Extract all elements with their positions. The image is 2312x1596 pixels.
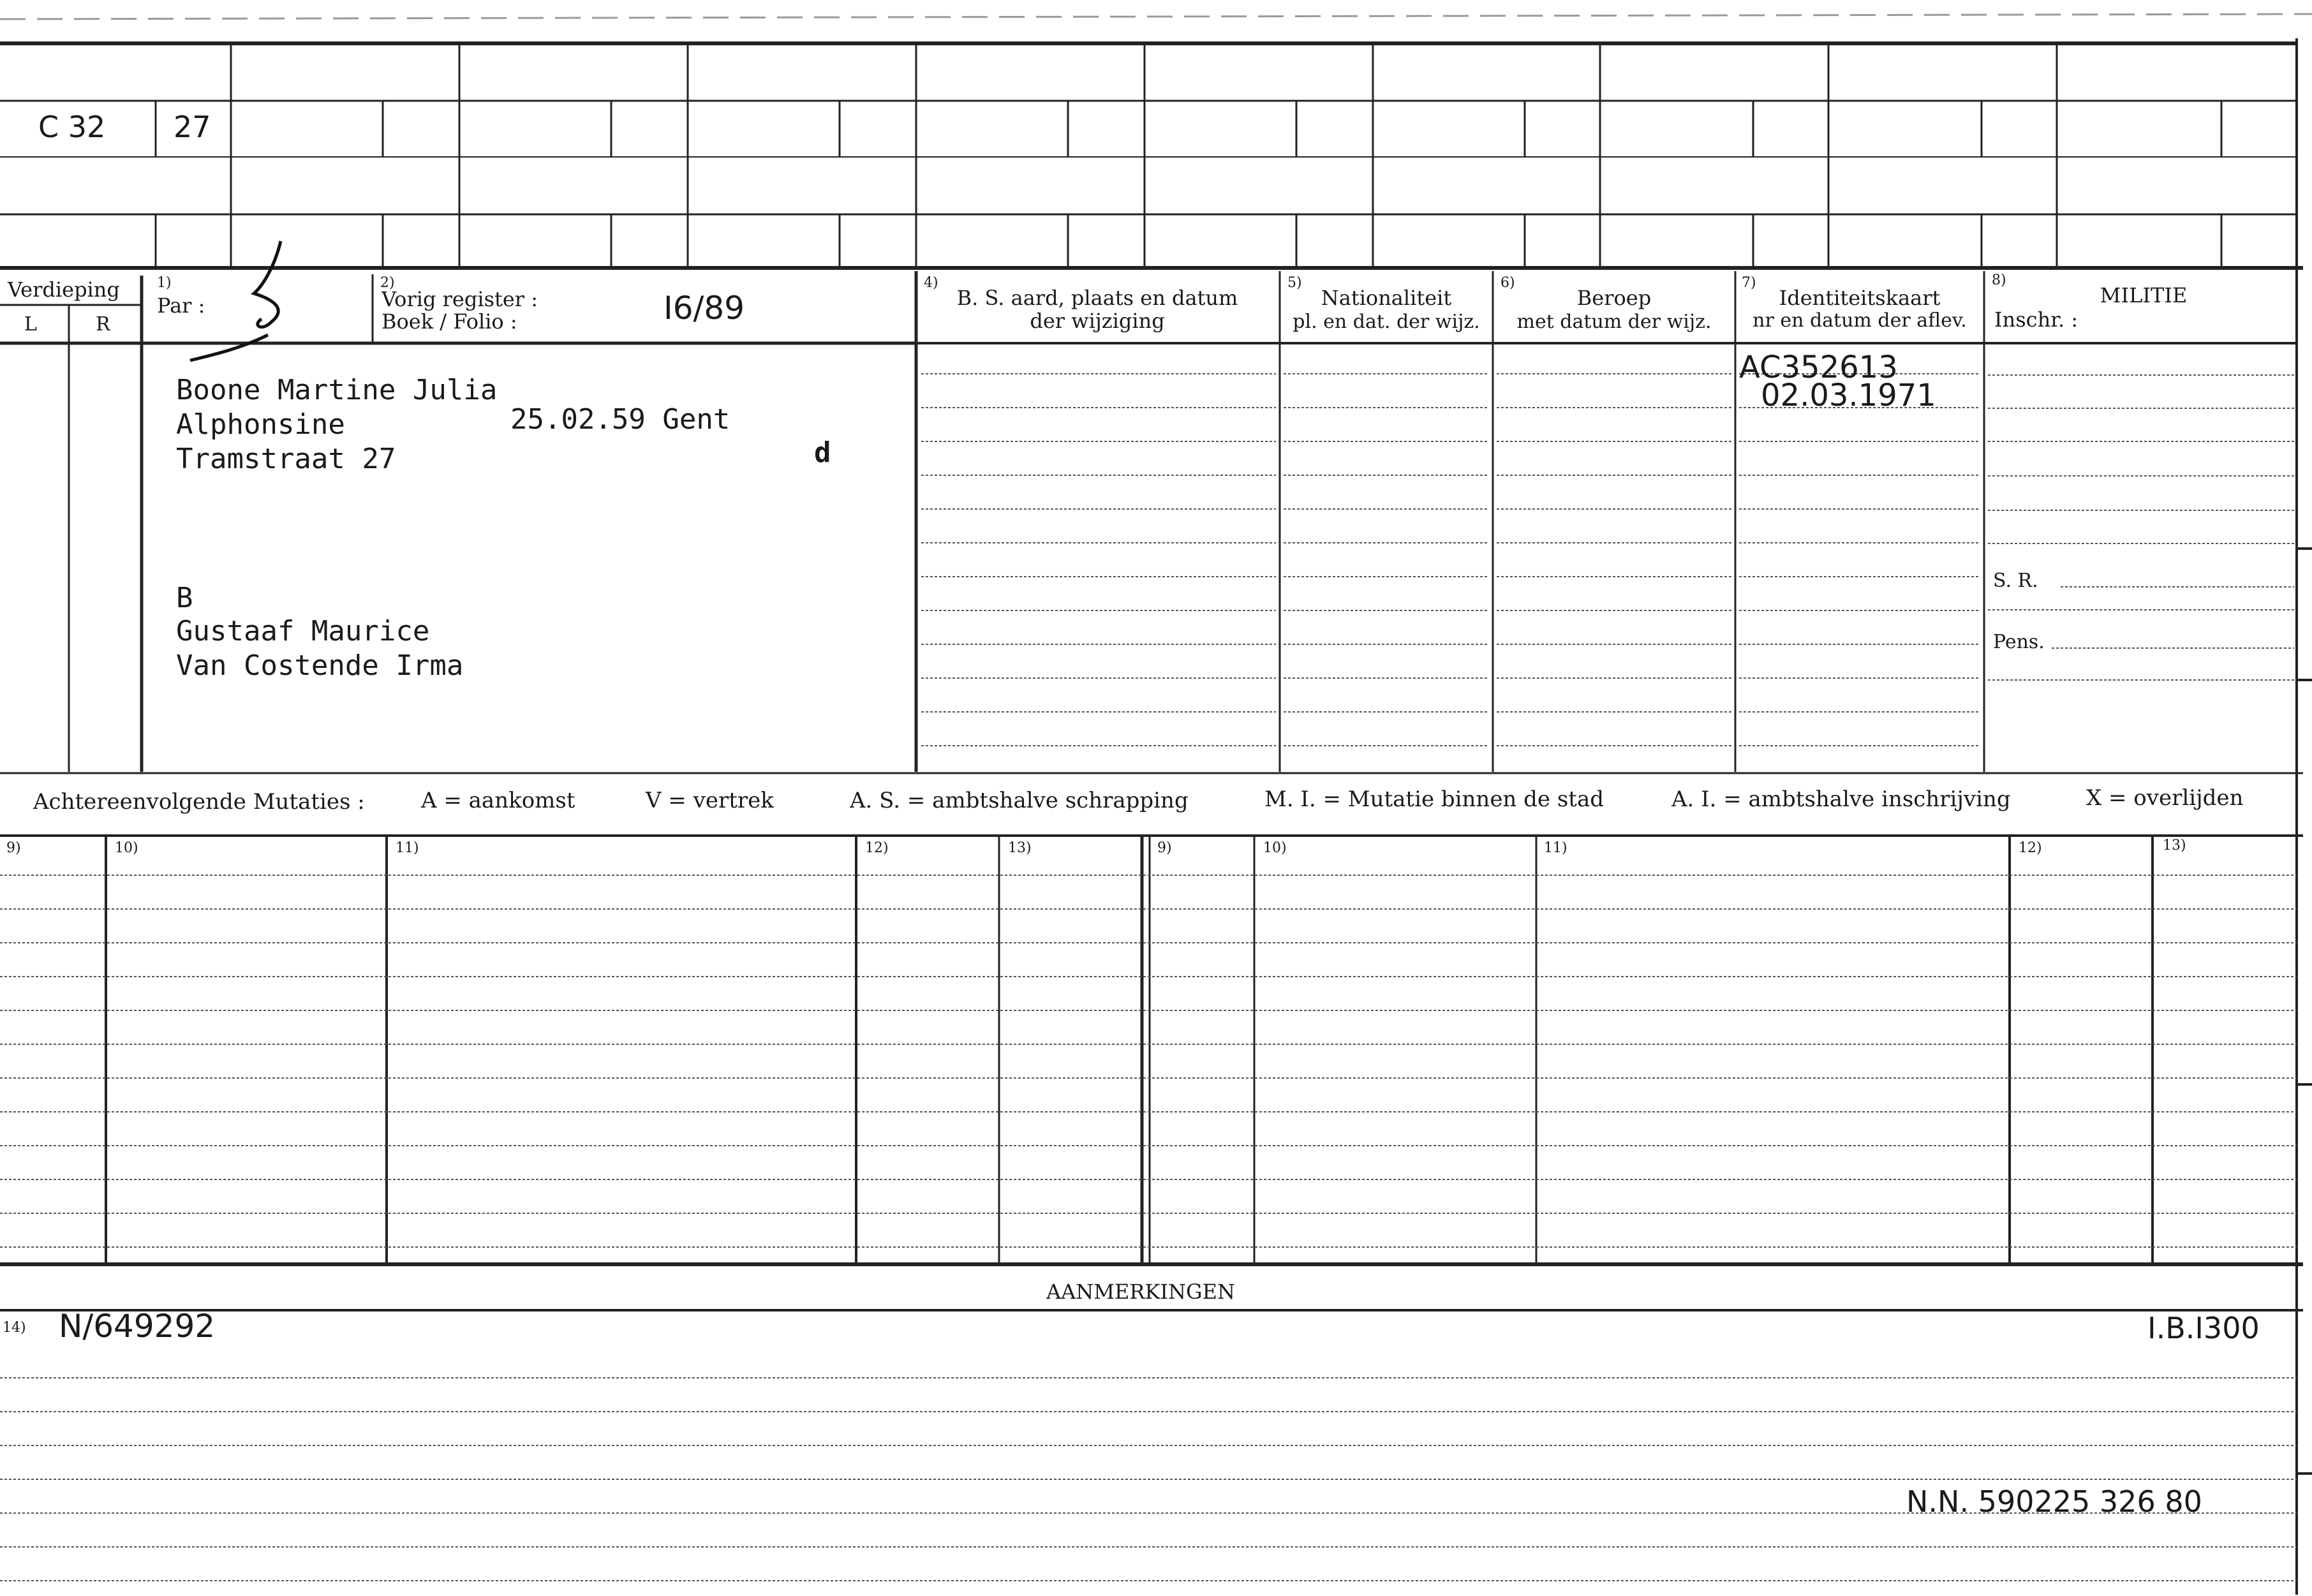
mut-right-col9: 9) xyxy=(1157,840,1172,856)
col7-title-2: nr en datum der aflev. xyxy=(1753,309,1967,332)
mut-right-col11: 11) xyxy=(1544,840,1567,856)
mut-right-col10: 10) xyxy=(1263,840,1287,856)
par-label: Par : xyxy=(157,293,205,318)
col7-title-1: Identiteitskaart xyxy=(1779,286,1941,310)
mut-right-col13: 13) xyxy=(2163,838,2186,853)
edge-ticks xyxy=(2297,549,2312,1474)
col6-title-1: Beroep xyxy=(1576,286,1652,310)
grid-number: 27 xyxy=(174,110,211,144)
person-mother: Van Costende Irma xyxy=(176,649,464,682)
grid-code: C 32 xyxy=(38,110,106,144)
col4-number: 4) xyxy=(924,275,938,291)
person-birth: 25.02.59 Gent xyxy=(510,403,730,436)
legend-mutatie: M. I. = Mutatie binnen de stad xyxy=(1264,787,1604,812)
mut-right-col12: 12) xyxy=(2019,840,2042,856)
mutations-grid xyxy=(0,836,2303,1264)
id-card-number: AC352613 xyxy=(1739,350,1898,385)
legend-inschrijving: A. I. = ambtshalve inschrijving xyxy=(1671,787,2011,812)
pens-label: Pens. xyxy=(1993,631,2045,653)
person-name: Boone Martine Julia xyxy=(176,374,498,406)
col5-title-2: pl. en dat. der wijz. xyxy=(1293,311,1480,333)
verdieping-label: Verdieping xyxy=(8,277,120,302)
person-name-2: Alphonsine xyxy=(176,408,345,441)
col6-number: 6) xyxy=(1501,275,1515,291)
col2-number: 2) xyxy=(380,275,395,291)
person-father: Gustaaf Maurice xyxy=(176,615,430,647)
boek-folio-label: Boek / Folio : xyxy=(382,309,517,334)
remarks-reference: N/649292 xyxy=(59,1308,216,1345)
legend-overlijden: X = overlijden xyxy=(2086,785,2244,811)
upper-ruled-lines xyxy=(921,374,2294,746)
main-section-lines xyxy=(0,271,2303,773)
remarks-title: AANMERKINGEN xyxy=(1046,1280,1235,1304)
col5-title-1: Nationaliteit xyxy=(1321,286,1452,310)
boek-folio-value: I6/89 xyxy=(663,290,745,327)
mut-left-col12: 12) xyxy=(865,840,889,856)
legend-aankomst: A = aankomst xyxy=(421,788,575,813)
legend-vertrek: V = vertrek xyxy=(646,788,774,813)
mut-left-col9: 9) xyxy=(6,840,21,856)
mut-left-col10: 10) xyxy=(115,840,138,856)
national-number: N.N. 590225 326 80 xyxy=(1906,1484,2202,1519)
mutations-ruled-lines xyxy=(0,875,2297,1247)
col8-number: 8) xyxy=(1992,272,2006,288)
remarks-ruled-lines xyxy=(0,1378,2297,1581)
verdieping-r: R xyxy=(96,313,110,336)
remarks-code: I.B.I300 xyxy=(2147,1311,2260,1345)
col5-number: 5) xyxy=(1287,275,1302,291)
col6-title-2: met datum der wijz. xyxy=(1516,311,1712,333)
scan-edge xyxy=(0,14,2312,19)
col4-title-2: der wijziging xyxy=(1030,309,1165,333)
militie-title: MILITIE xyxy=(2100,283,2188,307)
mut-left-col13: 13) xyxy=(1008,840,1032,856)
mut-left-col11: 11) xyxy=(396,840,419,856)
col4-title-1: B. S. aard, plaats en datum xyxy=(956,286,1238,310)
sr-label: S. R. xyxy=(1993,570,2038,592)
col1-number: 1) xyxy=(157,275,172,291)
verdieping-l: L xyxy=(24,313,37,336)
vorig-register-label: Vorig register : xyxy=(382,287,538,311)
col7-number: 7) xyxy=(1742,275,1756,291)
inschr-label: Inschr. : xyxy=(1994,307,2079,332)
remarks-number: 14) xyxy=(3,1320,26,1336)
legend-schrapping: A. S. = ambtshalve schrapping xyxy=(850,788,1189,813)
person-address: Tramstraat 27 xyxy=(176,443,396,475)
person-b: B xyxy=(176,582,193,614)
person-marker: d xyxy=(814,436,831,469)
top-grid xyxy=(0,38,2303,1595)
mutations-label: Achtereenvolgende Mutaties : xyxy=(33,789,365,815)
id-card-date: 02.03.1971 xyxy=(1761,378,1936,413)
